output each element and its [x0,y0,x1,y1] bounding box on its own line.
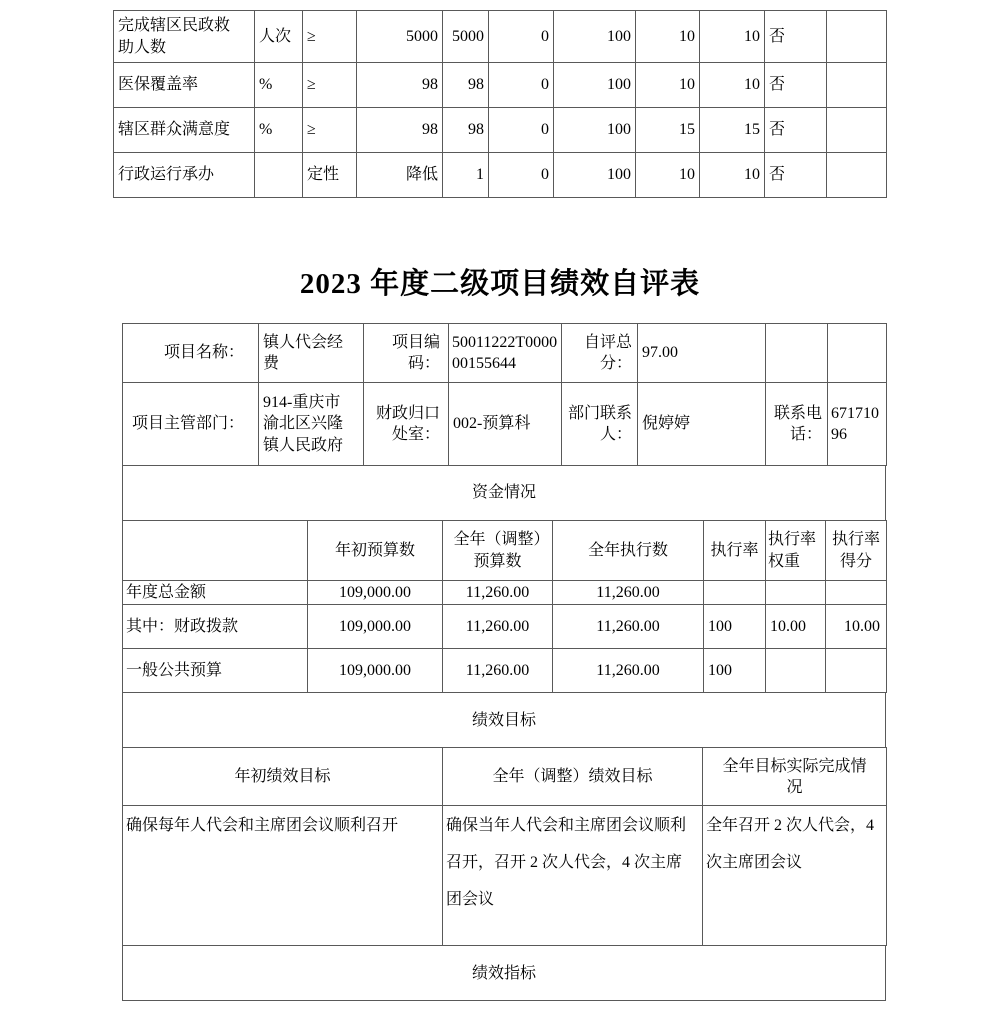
table-cell: ≥ [303,63,357,108]
table-cell: 行政运行承办 [114,153,255,198]
table-cell: ≥ [303,108,357,153]
table-cell: ≥ [303,11,357,63]
table-cell [827,63,887,108]
indicator-table [113,10,887,198]
table-cell: 98 [357,108,443,153]
project-name-label: 项目名称： [123,324,259,383]
dept-label: 项目主管部门： [123,383,259,466]
column-header-rate-weight: 执行率权重 [766,521,826,581]
table-row [123,649,887,693]
table-cell: 10.00 [826,605,887,649]
finance-office-label: 财政归口处室： [364,383,449,466]
table-row [123,383,887,466]
table-cell: 0 [489,153,554,198]
section-header-funding [122,465,886,521]
funding-table [122,520,887,693]
adjusted-goal-text: 确保当年人代会和主席团会议顺利召开，召开 2 次人代会，4 次主席团会议 [443,806,703,946]
column-header-executed: 全年执行数 [553,521,704,581]
empty-cell [123,521,308,581]
section-header-indicators [122,945,886,1001]
table-cell: 100 [554,108,636,153]
table-row [123,605,887,649]
goals-section-title: 绩效目标 [123,693,886,748]
column-header-actual-completion: 全年目标实际完成情况 [703,748,887,806]
table-cell: 否 [765,153,827,198]
table-cell: 10 [636,11,700,63]
table-row [123,693,886,748]
funding-header-row [123,521,887,581]
table-cell: 医保覆盖率 [114,63,255,108]
project-code-value: 50011222T000000155644 [449,324,562,383]
table-cell: 98 [443,108,489,153]
project-code-label: 项目编码： [364,324,449,383]
contact-label: 部门联系人： [562,383,638,466]
table-cell [255,153,303,198]
table-cell: 人次 [255,11,303,63]
table-row [123,581,887,605]
table-cell: 15 [636,108,700,153]
empty-cell [828,324,887,383]
table-cell: 100 [704,605,766,649]
table-cell: 10 [700,63,765,108]
column-header-execution-rate: 执行率 [704,521,766,581]
table-cell: 10 [700,11,765,63]
empty-cell [766,324,828,383]
phone-label: 联系电话： [766,383,828,466]
table-cell: 10.00 [766,605,826,649]
table-cell [827,11,887,63]
section-header-goals [122,692,886,748]
table-cell: 109,000.00 [308,581,443,605]
table-cell: 100 [704,649,766,693]
table-cell: 10 [636,153,700,198]
goals-table [122,747,887,946]
table-cell: % [255,63,303,108]
table-row [123,946,886,1001]
table-cell: 15 [700,108,765,153]
table-cell [766,581,826,605]
goals-content-row [123,806,887,946]
table-cell [826,649,887,693]
table-cell: 11,260.00 [553,581,704,605]
table-cell: 10 [636,63,700,108]
table-row [123,324,887,383]
funding-table-body [123,581,887,693]
table-row [114,11,887,63]
table-cell: 11,260.00 [443,581,553,605]
self-score-label: 自评总分： [562,324,638,383]
column-header-initial-goal: 年初绩效目标 [123,748,443,806]
table-cell: 否 [765,11,827,63]
table-cell [766,649,826,693]
table-cell: 98 [357,63,443,108]
table-cell: 100 [554,153,636,198]
table-cell: 年度总金额 [123,581,308,605]
table-cell: 11,260.00 [443,649,553,693]
indicator-table-body [114,11,887,198]
table-cell: 其中：财政拨款 [123,605,308,649]
column-header-rate-score: 执行率得分 [826,521,887,581]
table-cell: 5000 [357,11,443,63]
table-cell: 109,000.00 [308,649,443,693]
dept-value: 914-重庆市渝北区兴隆镇人民政府 [259,383,364,466]
table-row [114,63,887,108]
column-header-adjusted-budget: 全年（调整）预算数 [443,521,553,581]
self-evaluation-table [122,323,886,1001]
goals-header-row [123,748,887,806]
actual-completion-text: 全年召开 2 次人代会，4 次主席团会议 [703,806,887,946]
table-cell: 完成辖区民政救助人数 [114,11,255,63]
table-cell: 10 [700,153,765,198]
table-cell: 定性 [303,153,357,198]
table-row [114,108,887,153]
table-cell [827,108,887,153]
table-cell: 否 [765,63,827,108]
funding-section-title: 资金情况 [123,466,886,521]
table-cell: 109,000.00 [308,605,443,649]
table-cell: 11,260.00 [443,605,553,649]
table-cell: 否 [765,108,827,153]
table-row [123,466,886,521]
project-info-table [122,323,887,466]
self-score-value: 97.00 [638,324,766,383]
contact-value: 倪婷婷 [638,383,766,466]
table-cell [827,153,887,198]
table-cell: 1 [443,153,489,198]
table-cell: 降低 [357,153,443,198]
project-name-value: 镇人代会经费 [259,324,364,383]
table-cell: 辖区群众满意度 [114,108,255,153]
table-cell: 一般公共预算 [123,649,308,693]
page-title: 2023 年度二级项目绩效自评表 [299,268,701,300]
table-cell [826,581,887,605]
table-cell: 0 [489,63,554,108]
initial-goal-text: 确保每年人代会和主席团会议顺利召开 [123,806,443,946]
table-cell: 0 [489,11,554,63]
column-header-adjusted-goal: 全年（调整）绩效目标 [443,748,703,806]
table-row [114,153,887,198]
table-cell: 100 [554,11,636,63]
table-cell: % [255,108,303,153]
table-cell: 5000 [443,11,489,63]
table-cell: 11,260.00 [553,649,704,693]
table-cell: 100 [554,63,636,108]
column-header-initial-budget: 年初预算数 [308,521,443,581]
finance-office-value: 002-预算科 [449,383,562,466]
phone-value: 67171096 [828,383,887,466]
table-cell: 11,260.00 [553,605,704,649]
table-cell: 0 [489,108,554,153]
indicators-section-title: 绩效指标 [123,946,886,1001]
table-cell [704,581,766,605]
table-cell: 98 [443,63,489,108]
